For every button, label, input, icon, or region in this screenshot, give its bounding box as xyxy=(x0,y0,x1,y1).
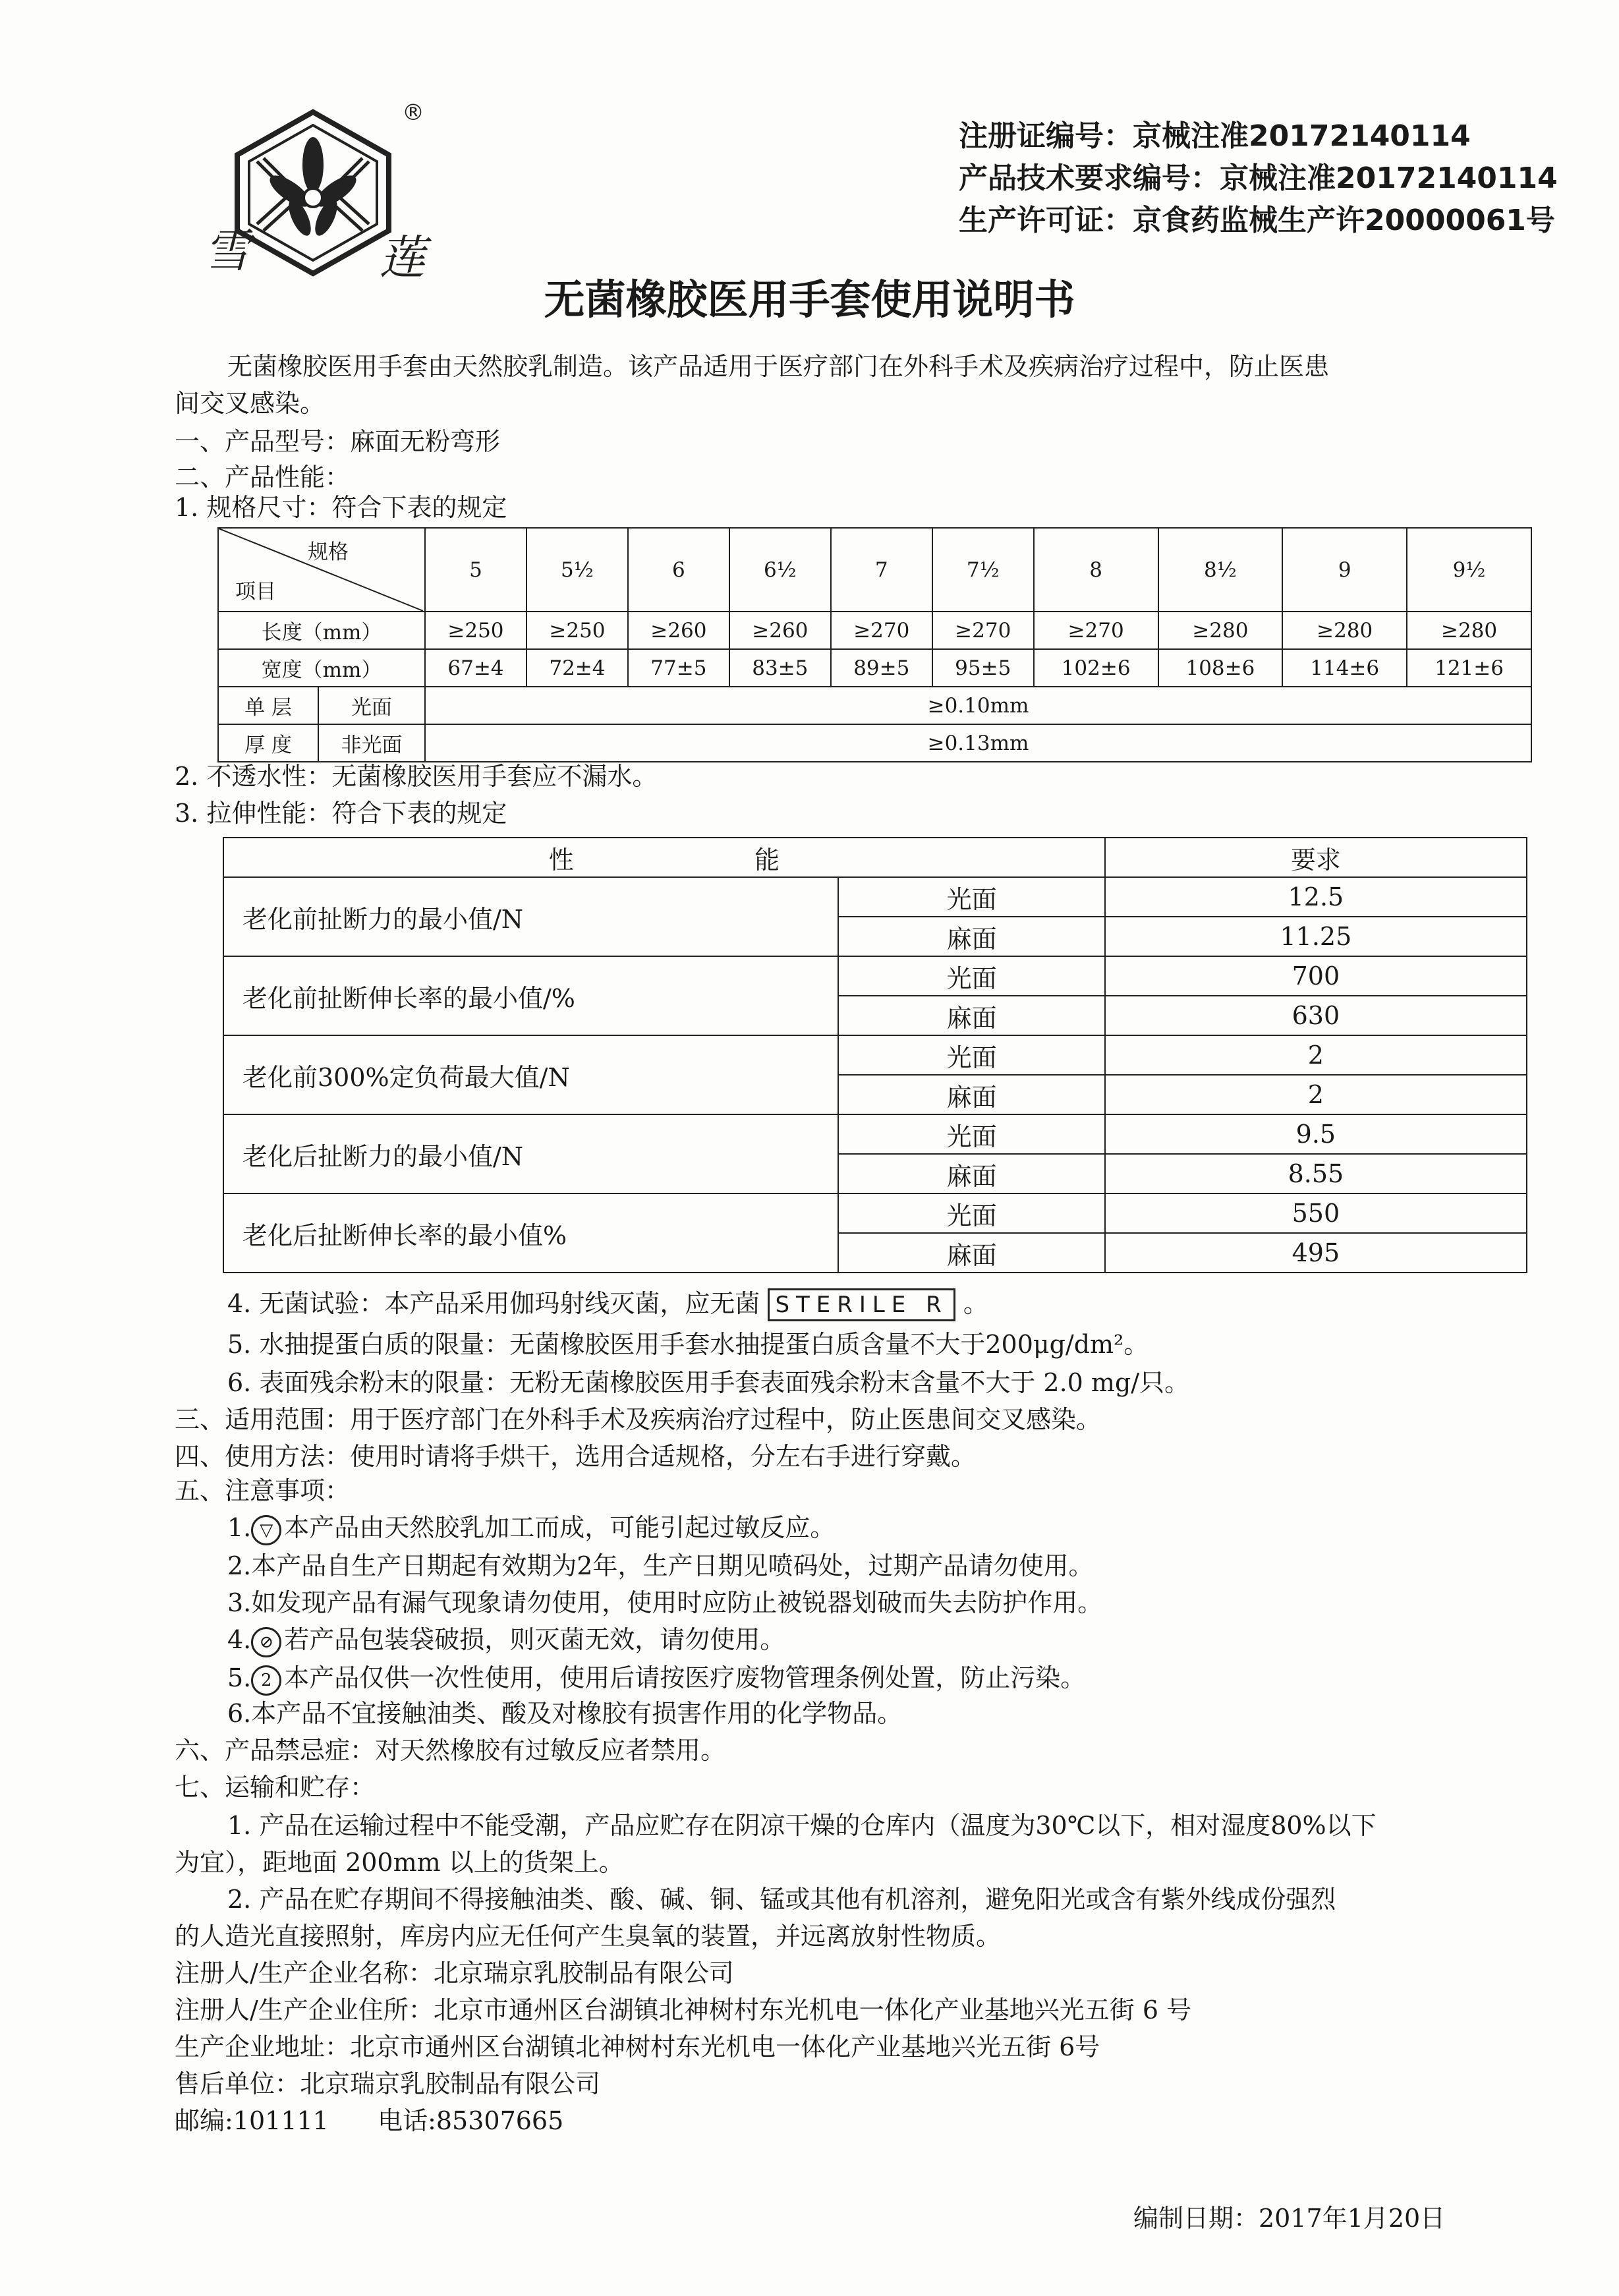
item-waterproof: 2. 不透水性：无菌橡胶医用手套应不漏水。 xyxy=(175,762,658,791)
sterility-end: 。 xyxy=(963,1289,988,1318)
requirement-value: 630 xyxy=(1105,996,1527,1035)
company-name: 注册人/生产企业名称：北京瑞京乳胶制品有限公司 xyxy=(175,1959,734,1988)
rough-thickness-value: ≥0.13mm xyxy=(425,724,1531,762)
width-cell: 83±5 xyxy=(729,649,831,687)
section-contraindication: 六、产品禁忌症：对天然橡胶有过敏反应者禁用。 xyxy=(175,1736,726,1765)
length-cell: ≥260 xyxy=(729,612,831,649)
sterile-r-symbol: STERILE R xyxy=(768,1288,955,1321)
section-usage: 四、使用方法：使用时请将手烘干，选用合适规格，分左右手进行穿戴。 xyxy=(175,1442,977,1471)
requirement-value: 495 xyxy=(1105,1233,1527,1273)
phone: 电话:85307665 xyxy=(378,2106,564,2135)
surface-type: 麻面 xyxy=(838,1154,1104,1193)
property-header-char-2: 能 xyxy=(754,845,780,875)
width-cell: 72±4 xyxy=(526,649,628,687)
section-performance: 二、产品性能： xyxy=(175,463,351,492)
property-name: 老化前扯断伸长率的最小值/% xyxy=(223,956,838,1035)
intro-line-2: 间交叉感染。 xyxy=(175,389,326,418)
property-name: 老化后扯断伸长率的最小值% xyxy=(223,1193,838,1273)
rough-label: 非光面 xyxy=(318,724,425,762)
registration-number: 注册证编号：京械注准20172140114 xyxy=(959,119,1471,153)
requirement-value: 8.55 xyxy=(1105,1154,1527,1193)
surface-type: 光面 xyxy=(838,956,1104,996)
note-item xyxy=(227,1509,835,1546)
note-item xyxy=(227,1584,1102,1621)
note-item xyxy=(227,1621,785,1658)
size-header: 9 xyxy=(1282,528,1407,612)
latex-warning-icon: ▽ xyxy=(251,1515,281,1545)
requirement-value: 550 xyxy=(1105,1193,1527,1233)
length-cell: ≥270 xyxy=(932,612,1034,649)
section-notes: 五、注意事项： xyxy=(175,1476,351,1505)
note-number: 4. xyxy=(227,1625,252,1654)
note-item xyxy=(227,1695,902,1732)
size-header: 9½ xyxy=(1407,528,1531,612)
size-header: 8½ xyxy=(1158,528,1283,612)
surface-type: 光面 xyxy=(838,1193,1104,1233)
size-header: 5 xyxy=(425,528,526,612)
item-tensile: 3. 拉伸性能：符合下表的规定 xyxy=(175,799,507,828)
note-number: 2. xyxy=(227,1551,252,1580)
contact-line xyxy=(175,2102,563,2139)
corner-bottom-label: 项目 xyxy=(235,580,276,604)
note-number: 1. xyxy=(227,1513,252,1542)
production-address: 生产企业地址：北京市通州区台湖镇北神树村东光机电一体化产业基地兴光五街 6号 xyxy=(175,2032,1100,2061)
surface-type: 麻面 xyxy=(838,1075,1104,1114)
property-name: 老化前扯断力的最小值/N xyxy=(223,877,838,956)
item-size-spec: 1. 规格尺寸：符合下表的规定 xyxy=(175,493,507,522)
size-spec-table xyxy=(217,527,1532,762)
length-cell: ≥250 xyxy=(526,612,628,649)
width-cell: 102±6 xyxy=(1034,649,1158,687)
length-cell: ≥270 xyxy=(831,612,932,649)
note-text: 本产品由天然胶乳加工而成，可能引起过敏反应。 xyxy=(284,1513,836,1542)
single-use-icon: 2 xyxy=(251,1665,281,1696)
note-text: 本产品自生产日期起有效期为2年，生产日期见喷码处，过期产品请勿使用。 xyxy=(251,1551,1094,1580)
section-storage: 七、运输和贮存： xyxy=(175,1773,376,1802)
property-header xyxy=(223,838,1105,877)
smooth-thickness-value: ≥0.10mm xyxy=(425,687,1531,724)
note-text: 如发现产品有漏气现象请勿使用，使用时应防止被锐器划破而失去防护作用。 xyxy=(251,1588,1103,1617)
surface-type: 麻面 xyxy=(838,996,1104,1035)
note-number: 5. xyxy=(227,1663,252,1692)
storage-2-line-2: 的人造光直接照射，库房内应无任何产生臭氧的装置，并远离放射性物质。 xyxy=(175,1922,1002,1951)
width-label: 宽度（mm） xyxy=(218,649,425,687)
thickness-label-2: 厚 度 xyxy=(218,724,318,762)
width-cell: 114±6 xyxy=(1282,649,1407,687)
size-header: 6½ xyxy=(729,528,831,612)
requirement-value: 12.5 xyxy=(1105,877,1527,917)
registered-mark: ® xyxy=(402,100,424,126)
production-license: 生产许可证：京食药监械生产许20000061号 xyxy=(959,204,1555,237)
width-cell: 95±5 xyxy=(932,649,1034,687)
surface-type: 光面 xyxy=(838,877,1104,917)
sterility-text: 4. 无菌试验：本产品采用伽玛射线灭菌，应无菌 xyxy=(227,1289,760,1318)
logo-char-1: 雪 xyxy=(204,224,250,278)
property-name: 老化后扯断力的最小值/N xyxy=(223,1114,838,1193)
note-text: 本产品不宜接触油类、酸及对橡胶有损害作用的化学物品。 xyxy=(251,1699,903,1728)
length-cell: ≥260 xyxy=(628,612,729,649)
requirement-value: 9.5 xyxy=(1105,1114,1527,1154)
width-cell: 67±4 xyxy=(425,649,526,687)
compile-date: 编制日期：2017年1月20日 xyxy=(1133,2204,1446,2233)
postcode: 邮编:101111 xyxy=(175,2106,329,2135)
requirement-header: 要求 xyxy=(1105,838,1527,877)
note-text: 若产品包装袋破损，则灭菌无效，请勿使用。 xyxy=(284,1625,785,1654)
intro-line-1: 无菌橡胶医用手套由天然胶乳制造。该产品适用于医疗部门在外科手术及疾病治疗过程中，防止医患 xyxy=(227,352,1330,381)
width-cell: 108±6 xyxy=(1158,649,1283,687)
length-cell: ≥280 xyxy=(1282,612,1407,649)
logo-char-2: 莲 xyxy=(379,231,425,285)
width-cell: 77±5 xyxy=(628,649,729,687)
after-sales: 售后单位：北京瑞京乳胶制品有限公司 xyxy=(175,2069,601,2098)
section-product-model: 一、产品型号：麻面无粉弯形 xyxy=(175,427,501,456)
item-powder: 6. 表面残余粉末的限量：无粉无菌橡胶医用手套表面残余粉末含量不大于 2.0 mg/只。 xyxy=(227,1368,1190,1397)
section-scope: 三、适用范围：用于医疗部门在外科手术及疾病治疗过程中，防止医患间交叉感染。 xyxy=(175,1405,1102,1434)
thickness-label-1: 单 层 xyxy=(218,687,318,724)
surface-type: 光面 xyxy=(838,1114,1104,1154)
requirement-value: 2 xyxy=(1105,1075,1527,1114)
length-cell: ≥280 xyxy=(1407,612,1531,649)
length-cell: ≥250 xyxy=(425,612,526,649)
surface-type: 麻面 xyxy=(838,917,1104,956)
note-number: 3. xyxy=(227,1588,252,1617)
size-header: 8 xyxy=(1034,528,1158,612)
tech-requirement-number: 产品技术要求编号：京械注准20172140114 xyxy=(959,161,1558,195)
size-header: 5½ xyxy=(526,528,628,612)
requirement-value: 11.25 xyxy=(1105,917,1527,956)
item-sterility xyxy=(227,1285,988,1322)
note-item xyxy=(227,1659,1085,1696)
property-header-char-1: 性 xyxy=(548,845,574,875)
size-header: 7 xyxy=(831,528,932,612)
storage-1-line-2: 为宜），距地面 200mm 以上的货架上。 xyxy=(175,1848,624,1877)
note-text: 本产品仅供一次性使用，使用后请按医疗废物管理条例处置，防止污染。 xyxy=(284,1663,1086,1692)
document-title: 无菌橡胶医用手套使用说明书 xyxy=(544,275,1075,324)
size-header: 7½ xyxy=(932,528,1034,612)
note-number: 6. xyxy=(227,1699,252,1728)
storage-1-line-1: 1. 产品在运输过程中不能受潮，产品应贮存在阴凉干燥的仓库内（温度为30℃以下，相对湿度80%以下 xyxy=(227,1811,1377,1840)
item-protein: 5. 水抽提蛋白质的限量：无菌橡胶医用手套水抽提蛋白质含量不大于200μg/dm²。 xyxy=(227,1330,1149,1359)
table-corner-cell xyxy=(218,528,425,612)
requirement-value: 700 xyxy=(1105,956,1527,996)
surface-type: 麻面 xyxy=(838,1233,1104,1273)
damaged-package-icon: ⊘ xyxy=(251,1627,281,1657)
width-cell: 89±5 xyxy=(831,649,932,687)
storage-2-line-1: 2. 产品在贮存期间不得接触油类、酸、碱、铜、锰或其他有机溶剂，避免阳光或含有紫外线成份强烈 xyxy=(227,1885,1336,1914)
smooth-label: 光面 xyxy=(318,687,425,724)
requirement-value: 2 xyxy=(1105,1035,1527,1075)
length-cell: ≥270 xyxy=(1034,612,1158,649)
company-address: 注册人/生产企业住所：北京市通州区台湖镇北神树村东光机电一体化产业基地兴光五街 6 号 xyxy=(175,1995,1192,2024)
property-name: 老化前300%定负荷最大值/N xyxy=(223,1035,838,1114)
tensile-table xyxy=(223,837,1527,1273)
note-item xyxy=(227,1547,1093,1584)
corner-top-label: 规格 xyxy=(308,540,349,564)
surface-type: 光面 xyxy=(838,1035,1104,1075)
length-label: 长度（mm） xyxy=(218,612,425,649)
snow-lotus-logo-icon xyxy=(191,99,435,290)
size-header: 6 xyxy=(628,528,729,612)
length-cell: ≥280 xyxy=(1158,612,1283,649)
company-logo xyxy=(191,99,435,290)
width-cell: 121±6 xyxy=(1407,649,1531,687)
